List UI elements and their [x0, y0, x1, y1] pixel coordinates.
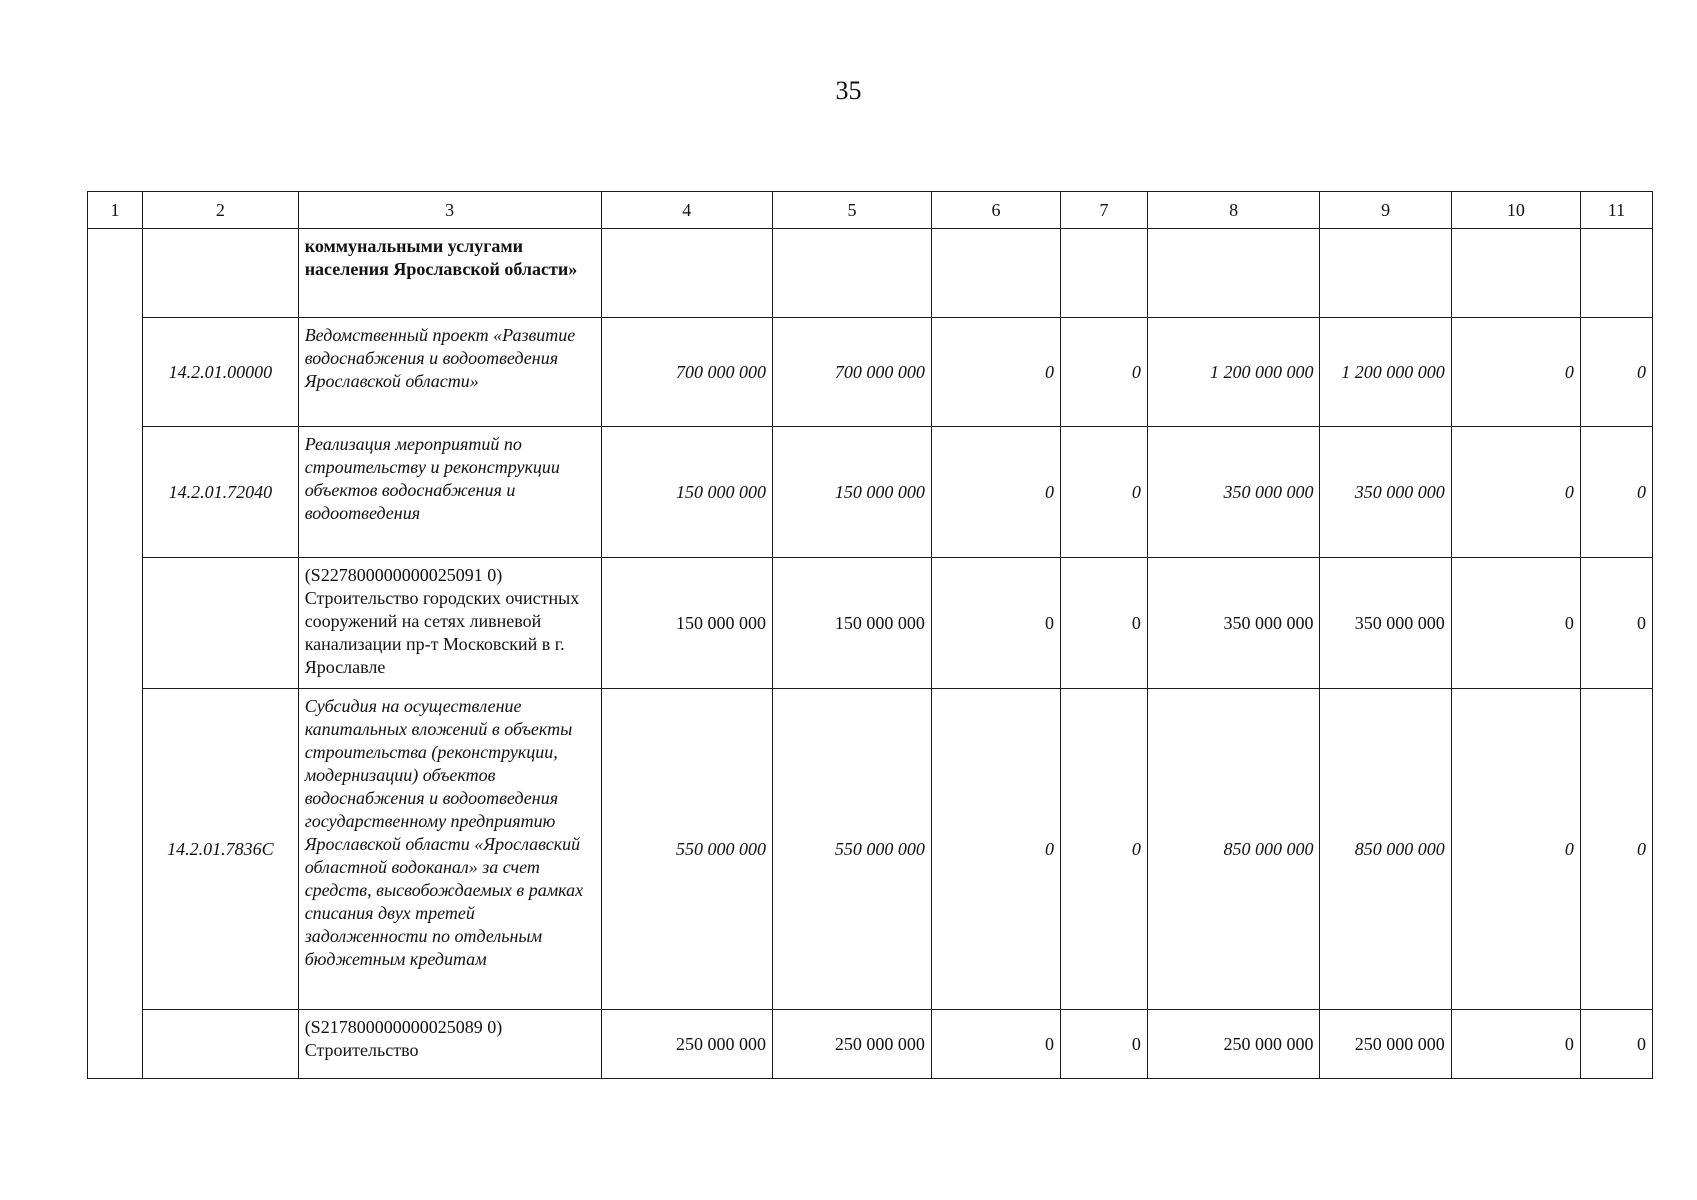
code-cell: 14.2.01.7836С: [143, 689, 299, 1010]
name-cell: коммунальными услугами населения Ярославской области»: [298, 229, 601, 318]
value-cell: 850 000 000: [1147, 689, 1320, 1010]
table-row: [88, 689, 1653, 1010]
value-cell: 0: [931, 318, 1060, 427]
value-cell: 350 000 000: [1147, 558, 1320, 689]
value-cell: 0: [1451, 1010, 1580, 1079]
column-number: 6: [931, 192, 1060, 229]
value-cell: 1 200 000 000: [1147, 318, 1320, 427]
column-number: 2: [143, 192, 299, 229]
value-cell: [1320, 229, 1451, 318]
column-number: 9: [1320, 192, 1451, 229]
value-cell: [1451, 229, 1580, 318]
code-cell: [143, 229, 299, 318]
column-number: 11: [1580, 192, 1652, 229]
code-cell: [143, 1010, 299, 1079]
value-cell: 0: [1451, 689, 1580, 1010]
table-row: [88, 1010, 1653, 1079]
value-cell: 250 000 000: [773, 1010, 932, 1079]
table-row: [88, 427, 1653, 558]
value-cell: 0: [1580, 318, 1652, 427]
value-cell: [601, 229, 773, 318]
name-cell: Реализация мероприятий по строительству и реконструкции объектов водоснабжения и водоотведения: [298, 427, 601, 558]
value-cell: 0: [1451, 558, 1580, 689]
column-number: 8: [1147, 192, 1320, 229]
value-cell: 150 000 000: [773, 427, 932, 558]
budget-table: [87, 191, 1653, 1079]
value-cell: [1061, 229, 1148, 318]
value-cell: 0: [1451, 318, 1580, 427]
value-cell: 0: [931, 427, 1060, 558]
value-cell: 0: [1061, 1010, 1148, 1079]
value-cell: 0: [1580, 558, 1652, 689]
name-cell: Ведомственный проект «Развитие водоснабжения и водоотведения Ярославской области»: [298, 318, 601, 427]
row-number-cell: [88, 229, 143, 1079]
name-cell: Субсидия на осуществление капитальных вложений в объекты строительства (реконструкции, модернизации) объектов водоснабжения и водоотведения государственному предприятию Ярославской области «Ярославский областной водоканал» за счет средств, высвобождаемых в рамках списания двух третей задолженности по отдельным бюджетным кредитам: [298, 689, 601, 1010]
value-cell: 0: [1061, 318, 1148, 427]
value-cell: 0: [1061, 689, 1148, 1010]
table-row: [88, 558, 1653, 689]
value-cell: 150 000 000: [601, 558, 773, 689]
value-cell: 550 000 000: [601, 689, 773, 1010]
value-cell: 700 000 000: [773, 318, 932, 427]
value-cell: [1580, 229, 1652, 318]
value-cell: 350 000 000: [1320, 558, 1451, 689]
value-cell: [1147, 229, 1320, 318]
value-cell: 0: [1451, 427, 1580, 558]
value-cell: [931, 229, 1060, 318]
column-number: 1: [88, 192, 143, 229]
value-cell: 150 000 000: [601, 427, 773, 558]
page-number: 35: [835, 76, 862, 105]
name-cell: (S217800000000025089 0) Строительство: [298, 1010, 601, 1079]
column-number: 7: [1061, 192, 1148, 229]
code-cell: [143, 558, 299, 689]
code-cell: 14.2.01.72040: [143, 427, 299, 558]
value-cell: 250 000 000: [1320, 1010, 1451, 1079]
value-cell: 0: [1580, 689, 1652, 1010]
value-cell: 0: [1580, 1010, 1652, 1079]
table-row: [88, 318, 1653, 427]
value-cell: 550 000 000: [773, 689, 932, 1010]
value-cell: 350 000 000: [1320, 427, 1451, 558]
value-cell: 250 000 000: [1147, 1010, 1320, 1079]
column-number: 5: [773, 192, 932, 229]
column-number: 10: [1451, 192, 1580, 229]
value-cell: 1 200 000 000: [1320, 318, 1451, 427]
value-cell: 0: [1061, 427, 1148, 558]
value-cell: 0: [1580, 427, 1652, 558]
code-cell: 14.2.01.00000: [143, 318, 299, 427]
column-number-row: [88, 192, 1653, 229]
value-cell: 0: [931, 689, 1060, 1010]
column-number: 3: [298, 192, 601, 229]
value-cell: [773, 229, 932, 318]
table-row: [88, 229, 1653, 318]
value-cell: 150 000 000: [773, 558, 932, 689]
value-cell: 850 000 000: [1320, 689, 1451, 1010]
value-cell: 250 000 000: [601, 1010, 773, 1079]
name-cell: (S227800000000025091 0) Строительство городских очистных сооружений на сетях ливневой канализации пр-т Московский в г. Ярославле: [298, 558, 601, 689]
value-cell: 0: [1061, 558, 1148, 689]
value-cell: 0: [931, 558, 1060, 689]
value-cell: 0: [931, 1010, 1060, 1079]
value-cell: 350 000 000: [1147, 427, 1320, 558]
column-number: 4: [601, 192, 773, 229]
value-cell: 700 000 000: [601, 318, 773, 427]
